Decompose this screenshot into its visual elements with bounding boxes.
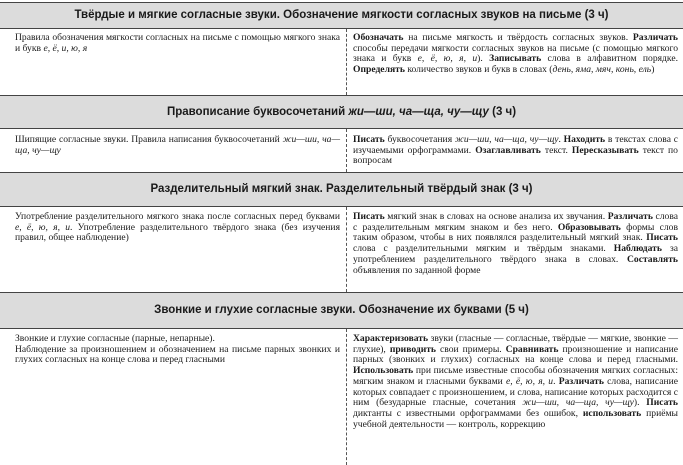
- text-run: количество звуков и букв в словах (: [404, 64, 553, 76]
- activity-cell: [353, 135, 678, 167]
- emphasis-verb: использовать: [582, 407, 642, 419]
- text-run: звуки (гласные — согласные, твёрдые — мягкие, звонкие — глухие),: [353, 333, 678, 355]
- emphasis-verb: Характеризовать: [353, 333, 429, 344]
- text-run: текст по вопросам: [353, 144, 678, 167]
- text-run: слова с разделительными мягким и твёрдым знаками.: [353, 243, 614, 255]
- emphasis-verb: Определять: [353, 64, 405, 76]
- content-cell: [15, 212, 340, 244]
- emphasis-verb: Различать: [558, 375, 604, 387]
- text-run: способы передачи мягкости согласных звуков на письме (с помощью мягкого знака и букв: [353, 42, 678, 65]
- text-run: .: [558, 134, 564, 145]
- text-run: за употреблением разделительного твёрдого знака в словах.: [353, 243, 678, 265]
- text-run: ).: [477, 53, 490, 65]
- emphasis-verb: Образовывать: [557, 221, 621, 233]
- emphasis-verb: Обозначать: [353, 32, 404, 43]
- text-run: (3 ч): [488, 106, 517, 118]
- text-run: текст.: [540, 144, 572, 156]
- emphasis-verb: Находить: [563, 134, 606, 145]
- example-text: жи—ши, ча—ща, чу—щу: [348, 106, 489, 118]
- text-run: Звонкие и глухие согласные (парные, непарные).: [15, 333, 215, 344]
- text-run: буквосочетания: [384, 134, 455, 145]
- text-run: в текстах слова с изучаемыми орфограммами.: [353, 134, 678, 156]
- emphasis-verb: Пересказывать: [571, 144, 639, 156]
- example-text: е, ё, ю, я, и: [506, 375, 554, 387]
- section-heading: [0, 96, 683, 128]
- text-run: ): [651, 64, 655, 76]
- text-run: объявления по заданной форме: [353, 264, 481, 276]
- example-text: е, ё, ю, я, и: [417, 53, 478, 65]
- text-run: Правописание буквосочетаний: [166, 106, 349, 118]
- emphasis-verb: Наблюдать: [613, 243, 662, 255]
- text-run: свои примеры.: [436, 343, 506, 355]
- text-run: при письме известные способы обозначения мягких согласных: мягким знаком и гласными буквами: [353, 365, 678, 387]
- emphasis-verb: Записывать: [489, 53, 542, 65]
- emphasis-verb: Писать: [646, 232, 678, 244]
- section-heading: Твёрдые и мягкие согласные звуки. Обозначение мягкости согласных звуков на письме (3 ч): [0, 3, 683, 28]
- emphasis-verb: Писать: [646, 397, 678, 409]
- content-cell: [15, 33, 340, 54]
- emphasis-verb: Составлять: [626, 253, 678, 265]
- text-run: слова в алфавитном порядке.: [541, 53, 678, 65]
- example-text: жи—ши, ча—ща, чу—щу: [454, 134, 559, 145]
- text-run: диктанты с известными орфограммами без ошибок,: [353, 407, 583, 419]
- emphasis-verb: Различать: [607, 211, 653, 222]
- emphasis-verb: Различать: [632, 32, 678, 43]
- example-text: е, ё, и, ю, я: [43, 42, 88, 54]
- text-run: на письме мягкость и твёрдость согласных звуков.: [403, 32, 633, 43]
- example-text: е, ё, ю, я, и: [15, 221, 70, 233]
- text-run: формы слов таким образом, чтобы в них появлялся разделительный мягкий знак.: [353, 221, 678, 244]
- emphasis-verb: Сравнивать: [505, 343, 559, 355]
- emphasis-verb: Писать: [353, 134, 385, 145]
- text-run: произношение и написание парных (звонких и глухих) согласных на конце слова и перед гласными.: [353, 343, 679, 366]
- text-run: Наблюдение за произношением и обозначением на письме парных звонких и глухих согласных на конце слова и перед гласными: [15, 343, 340, 366]
- content-cell: [15, 334, 340, 366]
- emphasis-verb: Писать: [353, 211, 385, 222]
- text-run: приёмы учебной деятельности — контроль, коррекцию: [353, 407, 678, 430]
- activity-cell: [353, 212, 678, 276]
- emphasis-verb: Озаглавливать: [475, 144, 541, 156]
- example-text: день, яма, мяч, конь, ель: [552, 64, 652, 76]
- activity-cell: [353, 334, 678, 430]
- content-cell: [15, 135, 340, 156]
- text-run: Употребление разделительного мягкого знака после согласных перед буквами: [15, 211, 340, 222]
- text-run: мягкий знак в словах на основе анализа их звучания.: [384, 211, 608, 222]
- example-text: жи—ши, ча—ща, чу—щу: [15, 134, 340, 156]
- text-run: .: [553, 375, 559, 387]
- text-run: Шипящие согласные звуки. Правила написания буквосочетаний: [15, 134, 283, 145]
- text-run: слова с разделительным мягким знаком и без него.: [353, 211, 678, 233]
- activity-cell: [353, 33, 678, 76]
- text-run: Правила обозначения мягкости согласных на письме с помощью мягкого знака и букв: [15, 32, 340, 54]
- example-text: жи—ши, ча—ща, чу—щу: [522, 397, 634, 409]
- emphasis-verb: приводить: [389, 343, 437, 355]
- text-run: слова, написание которых совпадает с произношением, и слова, написание которых расходится с ним (безударные гласные, сочетания: [353, 375, 678, 409]
- text-run: . Употребление разделительного твёрдого знака (без изучения правил, общее наблюдение): [15, 221, 340, 244]
- emphasis-verb: Использовать: [353, 365, 414, 377]
- section-heading: Звонкие и глухие согласные звуки. Обозначение их буквами (5 ч): [0, 293, 683, 328]
- text-run: ).: [633, 397, 647, 409]
- section-heading: Разделительный мягкий знак. Разделительный твёрдый знак (3 ч): [0, 173, 683, 206]
